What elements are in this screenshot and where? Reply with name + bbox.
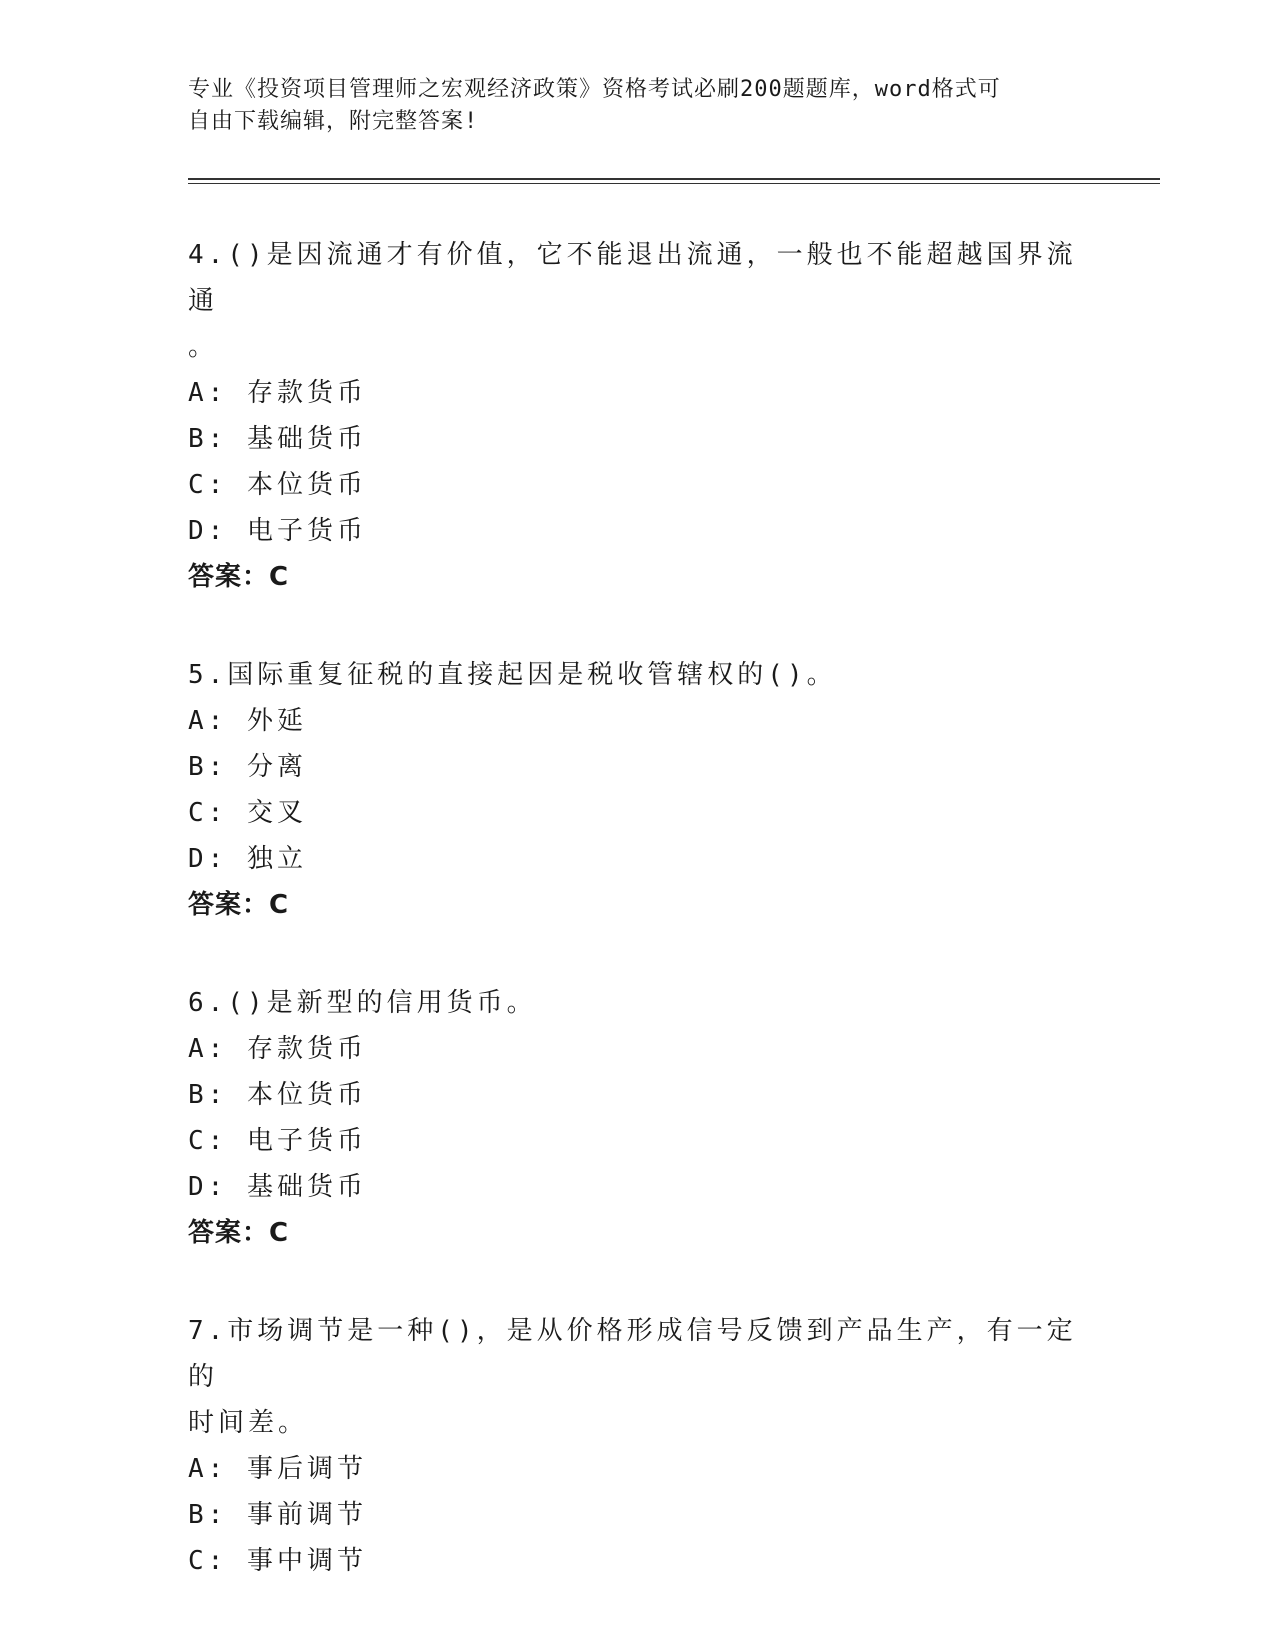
option-a: A: 存款货币 [188,378,367,408]
option-b: B: 分离 [188,752,307,782]
option-b: B: 事前调节 [188,1500,367,1530]
option-a: A: 外延 [188,706,307,736]
option-c: C: 电子货币 [188,1126,367,1156]
header-title-line-1: 专业《投资项目管理师之宏观经济政策》资格考试必刷200题题库，word格式可 [188,77,1001,102]
answer-line: 答案：C [188,1218,290,1248]
header-title-line-2: 自由下载编辑，附完整答案! [188,109,479,134]
answer-line: 答案：C [188,890,290,920]
option-c: C: 交叉 [188,798,307,828]
question-4 [188,232,1088,600]
option-d: D: 电子货币 [188,516,367,546]
question-stem-continuation: 时间差。 [188,1408,309,1438]
question-5 [188,652,1088,928]
question-6 [188,980,1088,1256]
question-stem: 6.()是新型的信用货币。 [188,988,537,1018]
option-a: A: 存款货币 [188,1034,367,1064]
header-divider [188,178,1160,184]
option-b: B: 基础货币 [188,424,367,454]
answer-line: 答案：C [188,562,290,592]
question-list [188,232,1088,1636]
option-d: D: 独立 [188,844,307,874]
option-d: D: 基础货币 [188,1172,367,1202]
question-7 [188,1308,1088,1584]
question-stem: 5.国际重复征税的直接起因是税收管辖权的()。 [188,660,837,690]
document-header [188,74,1088,138]
option-c: C: 事中调节 [188,1546,367,1576]
option-c: C: 本位货币 [188,470,367,500]
question-stem-continuation: 。 [188,332,219,362]
question-stem: 4.()是因流通才有价值，它不能退出流通，一般也不能超越国界流通 [188,240,1077,316]
option-a: A: 事后调节 [188,1454,367,1484]
question-stem: 7.市场调节是一种()，是从价格形成信号反馈到产品生产，有一定的 [188,1316,1077,1392]
option-b: B: 本位货币 [188,1080,367,1110]
